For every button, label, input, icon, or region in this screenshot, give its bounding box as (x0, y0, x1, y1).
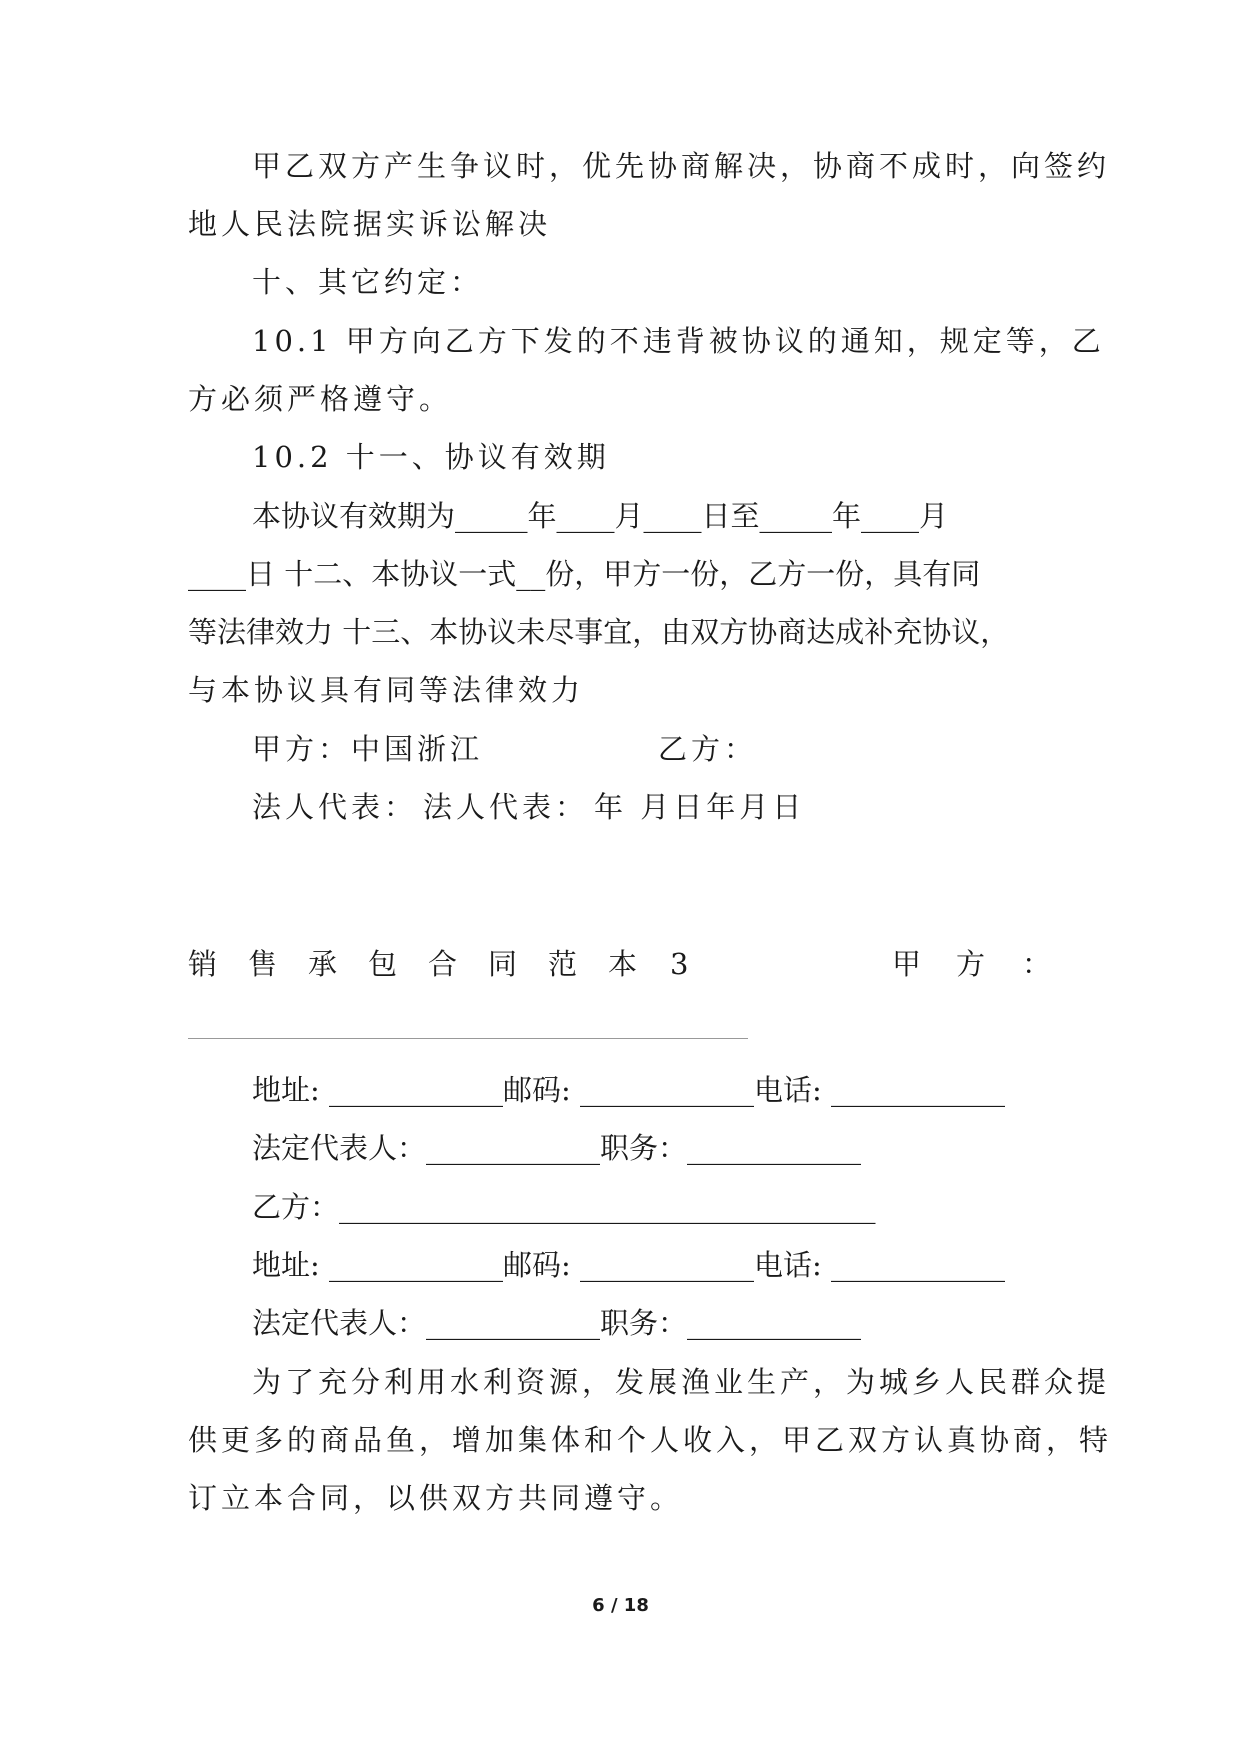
title-char: 同 (488, 947, 518, 981)
party-a-label: 甲方：中国浙江 (252, 732, 484, 766)
title-char: 3 (670, 947, 689, 981)
paragraph-line: 等法律效力 十三、本协议未尽事宜，由双方协商达成补充协议， (188, 615, 1010, 649)
section-heading: 10.2 十一、协议有效期 (252, 440, 610, 474)
paragraph-line: 甲乙双方产生争议时，优先协商解决，协商不成时，向签约 (252, 149, 1111, 183)
title-char: 本 (608, 947, 638, 981)
paragraph-line: 供更多的商品鱼，增加集体和个人收入，甲乙双方认真协商，特 (188, 1423, 1113, 1457)
form-party-b: 乙方：_____________________________________ (252, 1190, 876, 1224)
paragraph-line: ____日 十二、本协议一式__份，甲方一份，乙方一份，具有同 (188, 557, 981, 591)
title-char: 包 (368, 947, 398, 981)
paragraph-line: 本协议有效期为_____年____月____日至_____年____月 (252, 499, 949, 533)
form-address-a: 地址: ____________邮码: ____________电话: ____________ (252, 1073, 1005, 1107)
title-char: 承 (308, 947, 338, 981)
form-address-b: 地址: ____________邮码: ____________电话: ____________ (252, 1248, 1005, 1282)
paragraph-line: 方必须严格遵守。 (188, 382, 453, 416)
title-char: 售 (248, 947, 278, 981)
page-number: 6 / 18 (592, 1595, 649, 1616)
paragraph-line: 与本协议具有同等法律效力 (188, 673, 585, 707)
title-char: 销 (188, 947, 218, 981)
sign-date: 年 月日年月日 (594, 790, 806, 824)
title-char: 甲 (892, 947, 922, 981)
title-char: 合 (428, 947, 458, 981)
paragraph-line: 为了充分利用水利资源，发展渔业生产，为城乡人民群众提 (252, 1365, 1111, 1399)
section-heading: 十、其它约定： (252, 265, 484, 299)
party-b-label: 乙方： (658, 732, 758, 766)
paragraph-line: 地人民法院据实诉讼解决 (188, 207, 552, 241)
legal-rep-a: 法人代表： (252, 790, 418, 824)
legal-rep-b: 法人代表： (423, 790, 589, 824)
title-char: 方 (956, 947, 986, 981)
form-rep-a: 法定代表人：____________职务：____________ (252, 1131, 862, 1165)
paragraph-line: 订立本合同，以供双方共同遵守。 (188, 1481, 684, 1515)
form-rep-b: 法定代表人：____________职务：____________ (252, 1306, 862, 1340)
title-char: 范 (548, 947, 578, 981)
paragraph-line: 10.1 甲方向乙方下发的不违背被协议的通知，规定等，乙 (252, 324, 1105, 358)
signature-rule (188, 1038, 748, 1039)
title-char: ： (1022, 947, 1052, 981)
